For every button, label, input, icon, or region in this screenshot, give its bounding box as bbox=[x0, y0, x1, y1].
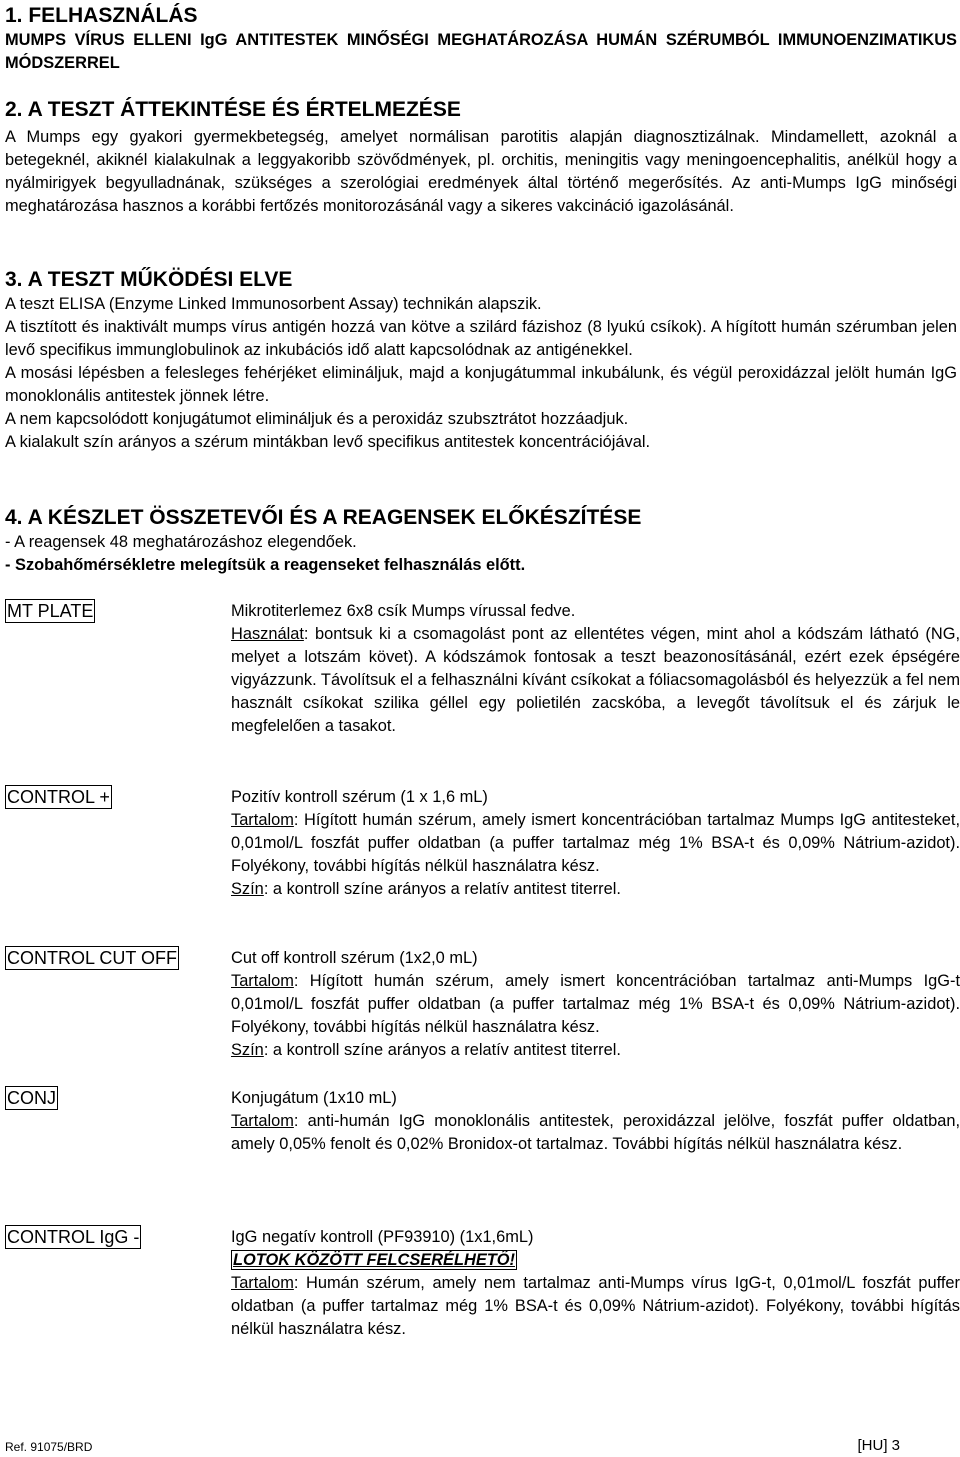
content-text: : anti-humán IgG monoklonális antitestek, peroxidázzal jelölve, foszfát puffer oldatban, amely 0,05% fenolt és 0,02% Bronidox-ot tartalmaz. További hígítás nélkül használatra kész. bbox=[231, 1112, 960, 1153]
component-desc-mt-plate bbox=[231, 600, 960, 738]
component-title: Mikrotiterlemez 6x8 csík Mumps vírussal fedve. bbox=[231, 602, 576, 620]
section-1-subtitle: MUMPS VÍRUS ELLENI IgG ANTITESTEK MINŐSÉGI MEGHATÁROZÁSA HUMÁN SZÉRUMBÓL IMMUNOENZIMATIKUS MÓDSZERREL bbox=[5, 31, 957, 72]
component-color bbox=[231, 878, 960, 901]
section-2-text: A Mumps egy gyakori gyermekbetegség, amelyet normálisan parotitis alapján diagnosztizálnak. Mindamellett, azoknál a betegeknél, akiknél kialakulnak a leggyakoribb szövődmények, pl. orchitis, meningitis vagy meningoencephalitis, anélkül hogy a nyálmirigyek begyulladnának, szükséges a szerológiai eredmények által történő megerősítés. Az anti-Mumps IgG minőségi meghatározása hasznos a korábbi fertőzés monitorozásánál vagy a sikeres vakcináció igazolásánál. bbox=[5, 128, 957, 215]
component-content bbox=[231, 809, 960, 878]
section-3-paragraph: A kialakult szín arányos a szérum mintákban levő specifikus antitestek koncentrációjával. bbox=[5, 433, 651, 451]
content-keyword: Tartalom bbox=[231, 1274, 294, 1292]
section-4-warning: - Szobahőmérsékletre melegítsük a reagenseket felhasználás előtt. bbox=[5, 556, 526, 574]
component-usage bbox=[231, 623, 960, 738]
component-title: Pozitív kontroll szérum (1 x 1,6 mL) bbox=[231, 788, 488, 806]
component-label-control-positive: CONTROL + bbox=[7, 787, 110, 807]
component-warning-line bbox=[231, 1249, 960, 1272]
component-desc-control-positive bbox=[231, 786, 960, 901]
section-2-heading: 2. A TESZT ÁTTEKINTÉSE ÉS ÉRTELMEZÉSE bbox=[5, 98, 461, 121]
section-4-note: - A reagensek 48 meghatározáshoz elegendőek. bbox=[5, 533, 357, 551]
color-text: : a kontroll színe arányos a relatív antitest titerrel. bbox=[263, 1041, 621, 1059]
section-1-heading: 1. FELHASZNÁLÁS bbox=[5, 4, 198, 27]
content-text: : Hígított humán szérum, amely ismert koncentrációban tartalmaz Mumps IgG antitesteket, 0,01mol/L foszfát puffer oldatban (a puffer tartalmaz még 1% BSA-t és 0,09% Nátrium-azidot). Folyékony, további hígítás nélkül használatra kész. bbox=[231, 811, 960, 875]
usage-keyword: Használat bbox=[231, 625, 304, 643]
footer-reference: Ref. 91075/BRD bbox=[5, 1440, 93, 1454]
section-3-paragraph: A tisztított és inaktivált mumps vírus antigén hozzá van kötve a szilárd fázishoz (8 lyukú csíkok). A hígított humán szérumban jelen levő specifikus immunglobulinok az inkubációs idő alatt kapcsolódnak az antigénekkel. bbox=[5, 318, 957, 359]
component-content bbox=[231, 970, 960, 1039]
component-title: Cut off kontroll szérum (1x2,0 mL) bbox=[231, 949, 478, 967]
component-content bbox=[231, 1272, 960, 1341]
section-4-heading: 4. A KÉSZLET ÖSSZETEVŐI ÉS A REAGENSEK ELŐKÉSZÍTÉSE bbox=[5, 506, 642, 529]
color-text: : a kontroll színe arányos a relatív antitest titerrel. bbox=[263, 880, 621, 898]
component-desc-control-cut-off bbox=[231, 947, 960, 1062]
component-color bbox=[231, 1039, 960, 1062]
component-label-conj: CONJ bbox=[7, 1088, 56, 1108]
usage-text: : bontsuk ki a csomagolást pont az ellentétes végen, mint ahol a kódszám látható (NG, melyet a lotszám követ). A kódszámok fontosak a teszt beazonosításánál, ezért ezek épségére vigyázzunk. Távolítsuk el a felhasználni kívánt csíkokat a fóliacsomagolásból és helyezzük a fel nem használt csíkokat szilika géllel egy polietilén zacskóba, a levegőt távolítsuk el és zárjuk le megfelelően a tasakot. bbox=[231, 625, 960, 735]
content-keyword: Tartalom bbox=[231, 972, 294, 990]
color-keyword: Szín bbox=[231, 1041, 264, 1059]
content-text: : Hígított humán szérum, amely ismert koncentrációban tartalmaz anti-Mumps IgG-t 0,01mol/L foszfát puffer oldatban (a puffer tartalmaz még 1% BSA-t és 0,09% Nátrium-azidot). Folyékony, további hígítás nélkül használatra kész. bbox=[231, 972, 960, 1036]
section-3-paragraph: A teszt ELISA (Enzyme Linked Immunosorbent Assay) technikán alapszik. bbox=[5, 295, 542, 313]
component-title: Konjugátum (1x10 mL) bbox=[231, 1089, 397, 1107]
interchangeable-warning: LOTOK KÖZÖTT FELCSERÉLHETŐ! bbox=[233, 1251, 515, 1269]
component-label-control-cut-off: CONTROL CUT OFF bbox=[7, 948, 177, 968]
component-label-mt-plate: MT PLATE bbox=[7, 601, 94, 621]
component-desc-conj bbox=[231, 1087, 960, 1156]
color-keyword: Szín bbox=[231, 880, 264, 898]
content-keyword: Tartalom bbox=[231, 811, 294, 829]
component-desc-control-igg-negative bbox=[231, 1226, 960, 1341]
content-text: : Humán szérum, amely nem tartalmaz anti-Mumps vírus IgG-t, 0,01mol/L foszfát puffer oldatban (a puffer tartalmaz még 1% BSA-t és 0,09% Nátrium-azidot). Folyékony, további hígítás nélkül használatra kész. bbox=[231, 1274, 960, 1338]
section-3-paragraph: A mosási lépésben a felesleges fehérjéket elimináljuk, majd a konjugátummal inkubálunk, és végül peroxidázzal jelölt humán IgG monoklonális antitestek jönnek létre. bbox=[5, 364, 957, 405]
footer-page-number: [HU] 3 bbox=[857, 1437, 900, 1454]
component-title: IgG negatív kontroll (PF93910) (1x1,6mL) bbox=[231, 1228, 534, 1246]
component-content bbox=[231, 1110, 960, 1156]
component-label-control-igg-negative: CONTROL IgG - bbox=[7, 1227, 140, 1247]
content-keyword: Tartalom bbox=[231, 1112, 294, 1130]
section-3-heading: 3. A TESZT MŰKÖDÉSI ELVE bbox=[5, 268, 293, 291]
section-3-paragraph: A nem kapcsolódott konjugátumot elimináljuk és a peroxidáz szubsztrátot hozzáadjuk. bbox=[5, 410, 629, 428]
section-3-body bbox=[5, 293, 957, 454]
